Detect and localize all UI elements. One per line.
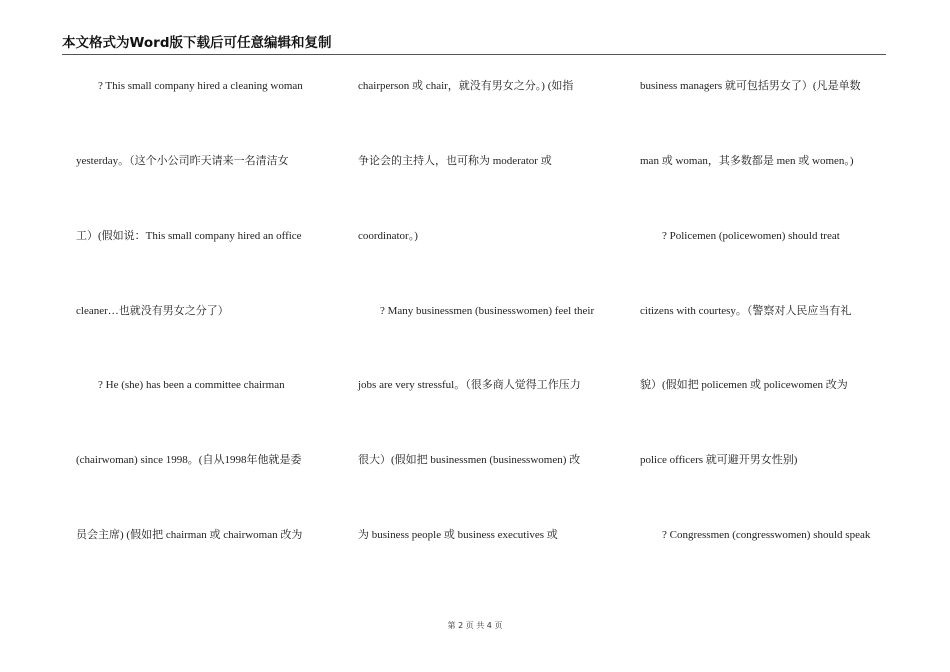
text-line: 为 business people 或 business executives 或	[358, 529, 558, 541]
text-line: 争论会的主持人，也可称为 moderator 或	[358, 155, 552, 167]
text-line: 员会主席) (假如把 chairman 或 chairwoman 改为	[76, 529, 303, 541]
text-line: ? Many businessmen (businesswomen) feel their	[380, 305, 595, 317]
text-line: man 或 woman，其多数都是 men 或 women。)	[640, 155, 854, 167]
text-line: 貌）(假如把 policemen 或 policewomen 改为	[640, 379, 848, 391]
text-line: citizens with courtesy。（警察对人民应当有礼	[640, 305, 852, 317]
text-line: ? Policemen (policewomen) should treat	[662, 230, 840, 242]
text-line: yesterday。（这个小公司昨天请来一名清洁女	[76, 155, 289, 167]
text-column-1	[76, 0, 326, 600]
text-line: cleaner…也就没有男女之分了）	[76, 305, 229, 317]
text-line: jobs are very stressful。（很多商人觉得工作压力	[358, 379, 581, 391]
page-footer	[0, 621, 950, 631]
text-line: police officers 就可避开男女性别)	[640, 454, 798, 466]
text-column-2	[358, 0, 608, 600]
text-line: ? He (she) has been a committee chairman	[98, 379, 285, 391]
text-line: 很大）(假如把 businessmen (businesswomen) 改	[358, 454, 581, 466]
page-number: 第 2 页 共 4 页	[447, 621, 503, 630]
text-line: (chairwoman) since 1998。(自从1998年他就是委	[76, 454, 302, 466]
text-line: ? Congressmen (congresswomen) should speak	[662, 529, 871, 541]
text-line: coordinator。)	[358, 230, 418, 242]
text-line: ? This small company hired a cleaning woman	[98, 80, 303, 92]
text-line: chairperson 或 chair，就没有男女之分。) (如指	[358, 80, 574, 92]
text-column-3	[640, 0, 890, 600]
text-line: business managers 就可包括男女了）(凡是单数	[640, 80, 861, 92]
header-title: 本文格式为Word版下载后可任意编辑和复制	[62, 35, 332, 51]
text-line: 工）(假如说：This small company hired an office	[76, 230, 302, 242]
